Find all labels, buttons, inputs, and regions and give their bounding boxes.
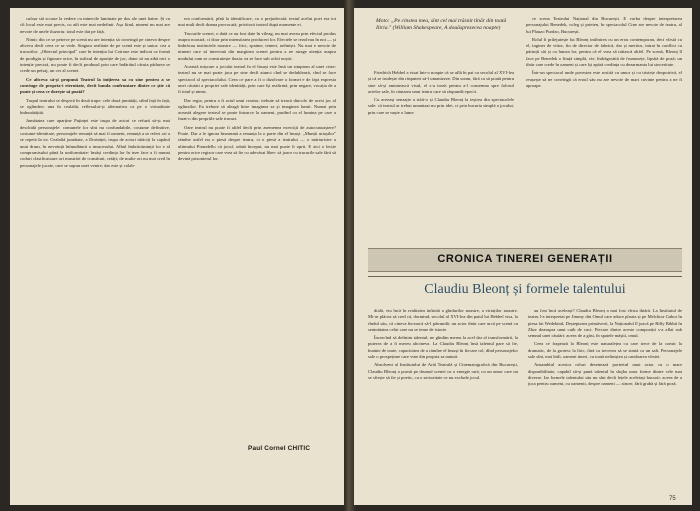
left-page <box>10 8 346 505</box>
article-headline: Claudiu Bleonț și formele talentului <box>424 282 626 297</box>
divider <box>368 276 682 277</box>
right-upper-column-2 <box>526 16 682 242</box>
paragraph: Rolul îi prilejuiește lui Bleonț intilnirea cu un erou contemporan, deci vîrstă cu el, inginer de viitor, fiu de director de fabrică, dar și meritos, intrat în conflict cu părinții săi și cu lumea lor, pentru că el vrea să trăiască altfel. Pe scenă, Bleonț îl face pe Benedek o ființă simplă, vie, îndrăgostită de frumusețe, lipsită de poză; un tînăr care crede în oameni și care își apără credința cu dezarmanta lui sinceritate. <box>526 36 682 68</box>
paragraph: dială, viu încă în realitatea infinită a gîndurilor noastre, a virtuților noastre. Mi-ar plăcea să cred că, dormind, secolul al XVI-lea din patul lui Hebbel visa, la rîndul său, că cineva încearcă să-l pătrundă: un actor tînăr care urcă pe scenă cu seninătatea celui care nu se teme de istorie. <box>368 308 518 332</box>
left-page-column-1 <box>20 16 170 491</box>
paragraph: Trucurile scenei, o dată ce au fost date în vileag, nu mai aveau prin efectul produs asupra noastră, ci doar prin intensitatea produceri lor. Efectele se rezolvau în noi — și îmbrăcau instinctele noastre — frici, spaime, temeri, neliniști. Nu mai e nevoie de nimeni care să intervină din marginea scenei pentru a ne atrage atenția asupra modului cum se construiește iluzia: ea se face sub ochii noștri. <box>178 30 336 61</box>
paragraph: Încercînd să definim talentul, ne gîndim mereu la acel dar al transformării, la puterea de a fi mereu altcineva. La Claudiu Bleonț însă talentul pare să fie, înainte de toate, capacitatea de a rămîne el însuși în fiecare rol, dînd personajelor sale o prospețime care vine din propria sa natură. <box>368 335 518 360</box>
paragraph: Nimic din ce se petrece pe scenă nu are intenția să convingă pe cineva despre altceva decît ceea ce se vede. Singura realitate de pe scenă este și unica: cea a trucurilor. „Obiectul principal" care în intenția lui Cotrone este indicat ca formă de prodigiu și figurare orice, în sufixul de apariție de joc, dator să nu aibă nici o intenție precisă, nu poate fi decît produsul prin care îndărătul căruia pădurea se crede un peisaj, un cer al scenei. <box>20 36 170 74</box>
paragraph: ce scena Teatrului Național din București. E vorba despre interpretarea personajului Benedek, coleg și prieten, în spectacolul Cine are nevoie de teatru, al lui Plauzo Purdzo, București. <box>526 16 682 34</box>
paragraph: Trupul teatrului se despică în două trupe: cele două jumătăți, stînd față în față, se oglindesc una în cealaltă, reflexului-și alternativa ca pe o virtualitate îmbunătățită. <box>20 97 170 116</box>
section-title: CRONICA TINEREI GENERAȚII <box>437 253 613 265</box>
paragraph: Absolvent al Institutului de Artă Teatrală și Cinematografică din București, Claudiu Bleonț a pornit pe drumul scenei cu o energie rară, cu un umor care nu se sfiește să fie și poetic, cu o seriozitate ce nu exclude jocul. <box>368 362 518 380</box>
paragraph: culoar stă scoase la vedere cu minecile luminate pe dos ale unei haine. Și cu cît locul este mai precis, cu atît este mai nedefinit. Așa fiind, nimeni nu mai are nevoie de unele iluzoriu: totul este dat pe față. <box>20 16 170 34</box>
right-lower-column-1 <box>368 308 518 494</box>
author-signature: Paul Cornel CHITIC <box>248 445 311 452</box>
paragraph: au fost încă aceleași? Claudiu Bleonț a mai fost vîrsta tînără. La Institutul de teatru l-a interpretat pe Jimmy din Omul care aduce ploaia și pe Melchior Gabor în piesa lui Wedekind, Deșteptarea primăverii, la Naționalul îl joacă pe Billy Bibbit în Zbor deasupra unui cuib de cuci. Fiecare dintre aceste compoziții s-a aflat sub semnul unei căutări: aceea de a găsi, în spatele măștii, omul. <box>528 308 682 339</box>
section-banner <box>368 248 682 272</box>
paragraph: Într-un spectacol unde povestea este rostită cu umor și cu tristețe deopotrivă, el reușește să ne convingă că eroul său nu are nevoie de mari cuvinte pentru a ne fi aproape. <box>526 70 682 88</box>
paragraph: Oare teatrul nu poate fi altfel decît prin asemenea exerciții de autocunoaștere? Poate. Dar a le ignora înseamnă a renunța la o parte din el însuși. „Munții uriașilor" rămîne astfel nu o piesă despre teatru, ci o piesă a teatrului — o mărturisire a ultimului Pirandello că jocul, odată început, nu mai poate fi oprit. E aici o lecție pentru orice regizor care vrea să fie cu adevărat liber: să joace cu trucurile sale fără să devină prizonierul lor. <box>178 124 336 162</box>
paragraph: Dar regia, pentru a fi actul unui creator, trebuie să treacă dincolo de acest joc al oglinzilor. Ea trebuie să aleagă între imaginea sa și imaginea lumii. Numai prin această alegere teatrul se poate întoarce la oameni, purtînd cu el lumina pe care a furat-o din propriile sale trucuri. <box>178 97 336 122</box>
right-upper-column-1 <box>368 70 514 242</box>
page-number: 75 <box>669 496 676 502</box>
right-page <box>354 8 692 505</box>
paragraph: rea conformării, pînă la identificare, cu o prejudecată: textul acelui poet era tot mai mult decît drama provocată, privitorii teatrul după momente ei. <box>178 16 336 28</box>
paragraph: Friedrich Hebbel a visat într-o noapte că se află în pat cu secolul al XVI-lea și că se trudește din răsputeri să-l umanizeze. Din somn, fără ca să poată pentru sine să-și amintească visul, el s-a trezit pentru a-l consemna spre folosul actelor sale, în căutarea unui teatru care să răspundă epocii. <box>368 70 514 94</box>
paragraph: Ansamblul acestor roluri desenează portretul unui actor cu o mare disponibilitate, capabil să-și pună talentul în slujba unor forme dintre cele mai diverse. Iar formele talentului său nu sînt decît fețele aceleiași bucurii: aceea de a juca pentru oameni, cu oamenii, despre oameni — sincer, fără grabă și fără poză. <box>528 362 682 387</box>
paragraph: Această mișcare a jocului teatral în el însuși este însă un simptom al unei crize: teatrul nu se mai poate juca pe sine decît atunci cînd se dedublează, cînd se face spectacol al spectacolului. Ceea ce pare a fi o dizolvare a formei e de fapt expresia unei căutări a propriei sale identități, prin care își reafirmă, prin negare, vocația de a fi totul și nimic. <box>178 64 336 95</box>
paragraph: Cu aceeași senzație a trăit-o și Claudiu Bleonț la ieșirea din spectacolele sale: că teatrul ar trebui umanizat nu prin idei, ci prin bucuria simplă a jocului, prin care se naște o lume. <box>368 97 514 115</box>
paragraph-bold: Ce altceva să-și propună Teatrul la inițierea sa cu sine pentru a se convinge de propria-i eternitate, decît banda confruntare dintre ce știe că poate și ceea ce dorește să poată? <box>20 76 170 95</box>
left-page-column-2 <box>178 16 336 486</box>
right-lower-column-2 <box>528 308 682 494</box>
paragraph: Ceea ce frapează la Bleonț este naturalețea cu care trece de la comic la dramatic, de la grotesc la liric, fără ca trecerea să se simtă ca un salt. Personajele sale sînt, mai întîi, oameni tineri, cu toată neliniștea și candoarea vîrstei. <box>528 341 682 360</box>
motto: Moto: „Pe cinstea mea, sînt cel mai trăsnit tînăr din toată Iliria." (William Shakespeare, A douăsprezecea noapte) <box>376 18 507 31</box>
paragraph: Jumătatea care aparține Puținței este trupa de actori ce refuză să-și mai deschidă personajele: comunele lor sînt nu confundabile, costume definitive, costume-identitate; personajele renunță să mai fi oameni, renunță a se referi ori a se repetă în ea. Cealaltă jumătate, a Doriniței, trupa de actori rătăciți la capătul unui drum, în nevoință înfundătură a insucesului. Albul îmbrăcăminții lor e al compromisului până la uniformitate: însăși credința lor în teze face a fi numai coduri clasificatoare ori mustrări de constituit, cetăți; de multe ori nu mai cred în personajele jucate, care se supun unei venire; dar este și colab- <box>20 118 170 168</box>
